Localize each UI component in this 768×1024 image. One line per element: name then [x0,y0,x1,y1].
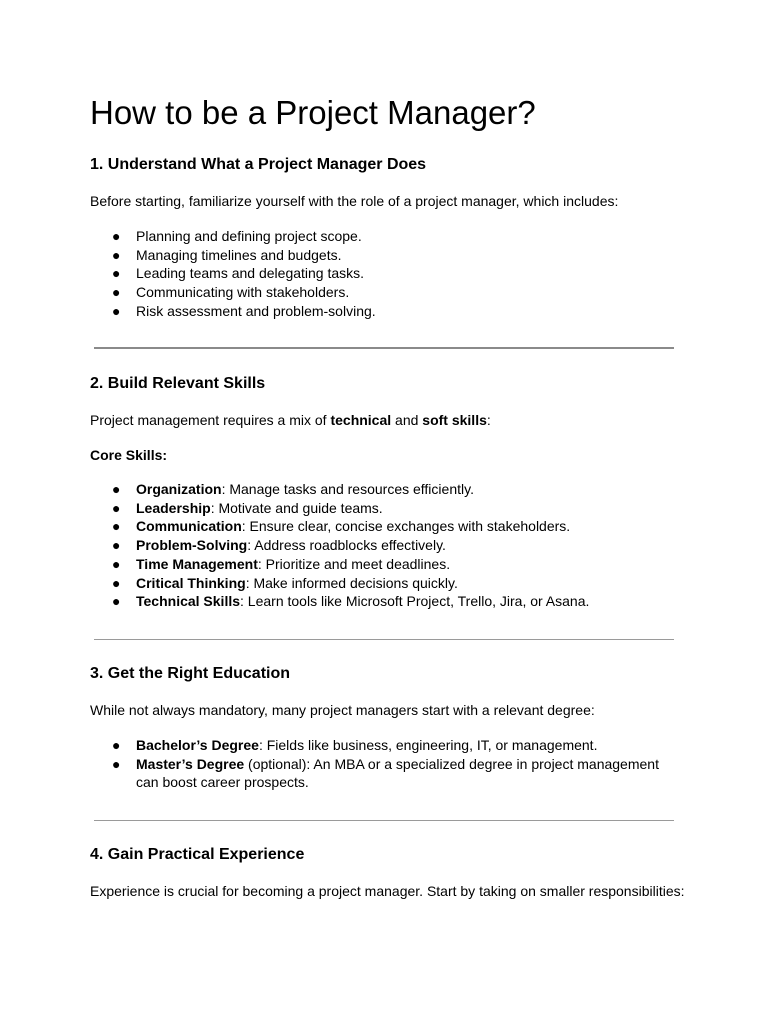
list-item: ● Time Management: Prioritize and meet deadlines. [112,555,451,572]
bullet-icon: ● [112,537,121,554]
bullet-icon: ● [112,302,121,319]
section-divider [94,820,674,821]
section-2-list [90,480,589,611]
section-4-heading: 4. Gain Practical Experience [90,846,305,863]
list-item: ● Communicating with stakeholders. [112,284,350,301]
core-skills-subheading: Core Skills: [90,447,168,463]
bullet-icon: ● [112,499,121,516]
list-item: ● Bachelor’s Degree: Fields like business, engineering, IT, or management. [112,737,598,753]
section-2-intro: Project management requires a mix of technical and soft skills: [90,412,491,428]
list-item: ● Organization: Manage tasks and resources efficiently. [112,481,474,497]
section-1-heading: 1. Understand What a Project Manager Does [90,156,427,173]
list-item: ● Planning and defining project scope. [112,228,362,244]
bullet-icon: ● [112,737,121,753]
list-item: ● Problem-Solving: Address roadblocks effectively. [112,537,446,554]
section-3-list [90,736,659,792]
section-1-list [90,227,376,321]
bullet-icon: ● [112,246,121,263]
bullet-icon: ● [112,574,121,591]
section-3-heading: 3. Get the Right Education [90,665,291,682]
list-item: ● Technical Skills: Learn tools like Microsoft Project, Trello, Jira, or Asana. [112,593,590,610]
list-item: ● Leadership: Motivate and guide teams. [112,499,383,516]
list-item: ● Managing timelines and budgets. [112,246,342,263]
bullet-icon: ● [112,481,121,497]
section-divider [94,347,674,349]
section-2-heading: 2. Build Relevant Skills [90,375,266,392]
bullet-icon: ● [112,593,121,610]
bullet-icon: ● [112,284,121,301]
bullet-icon: ● [112,228,121,244]
list-item: ● Risk assessment and problem-solving. [112,302,376,319]
list-item: ● Master’s Degree (optional): An MBA or a specialized degree in project management can boost career prospects. [112,755,659,791]
bullet-icon: ● [112,265,121,282]
bullet-icon: ● [112,518,121,535]
section-4-intro: Experience is crucial for becoming a project manager. Start by taking on smaller responsibilities: [90,883,685,899]
bullet-icon: ● [112,755,121,772]
section-divider [94,639,674,640]
list-item: ● Critical Thinking: Make informed decisions quickly. [112,574,458,591]
list-item: ● Leading teams and delegating tasks. [112,265,365,282]
page-title: How to be a Project Manager? [90,94,536,131]
bullet-icon: ● [112,555,121,572]
section-1-intro: Before starting, familiarize yourself with the role of a project manager, which includes: [90,193,619,209]
list-item: ● Communication: Ensure clear, concise exchanges with stakeholders. [112,518,571,535]
section-3-intro: While not always mandatory, many project managers start with a relevant degree: [90,702,595,718]
